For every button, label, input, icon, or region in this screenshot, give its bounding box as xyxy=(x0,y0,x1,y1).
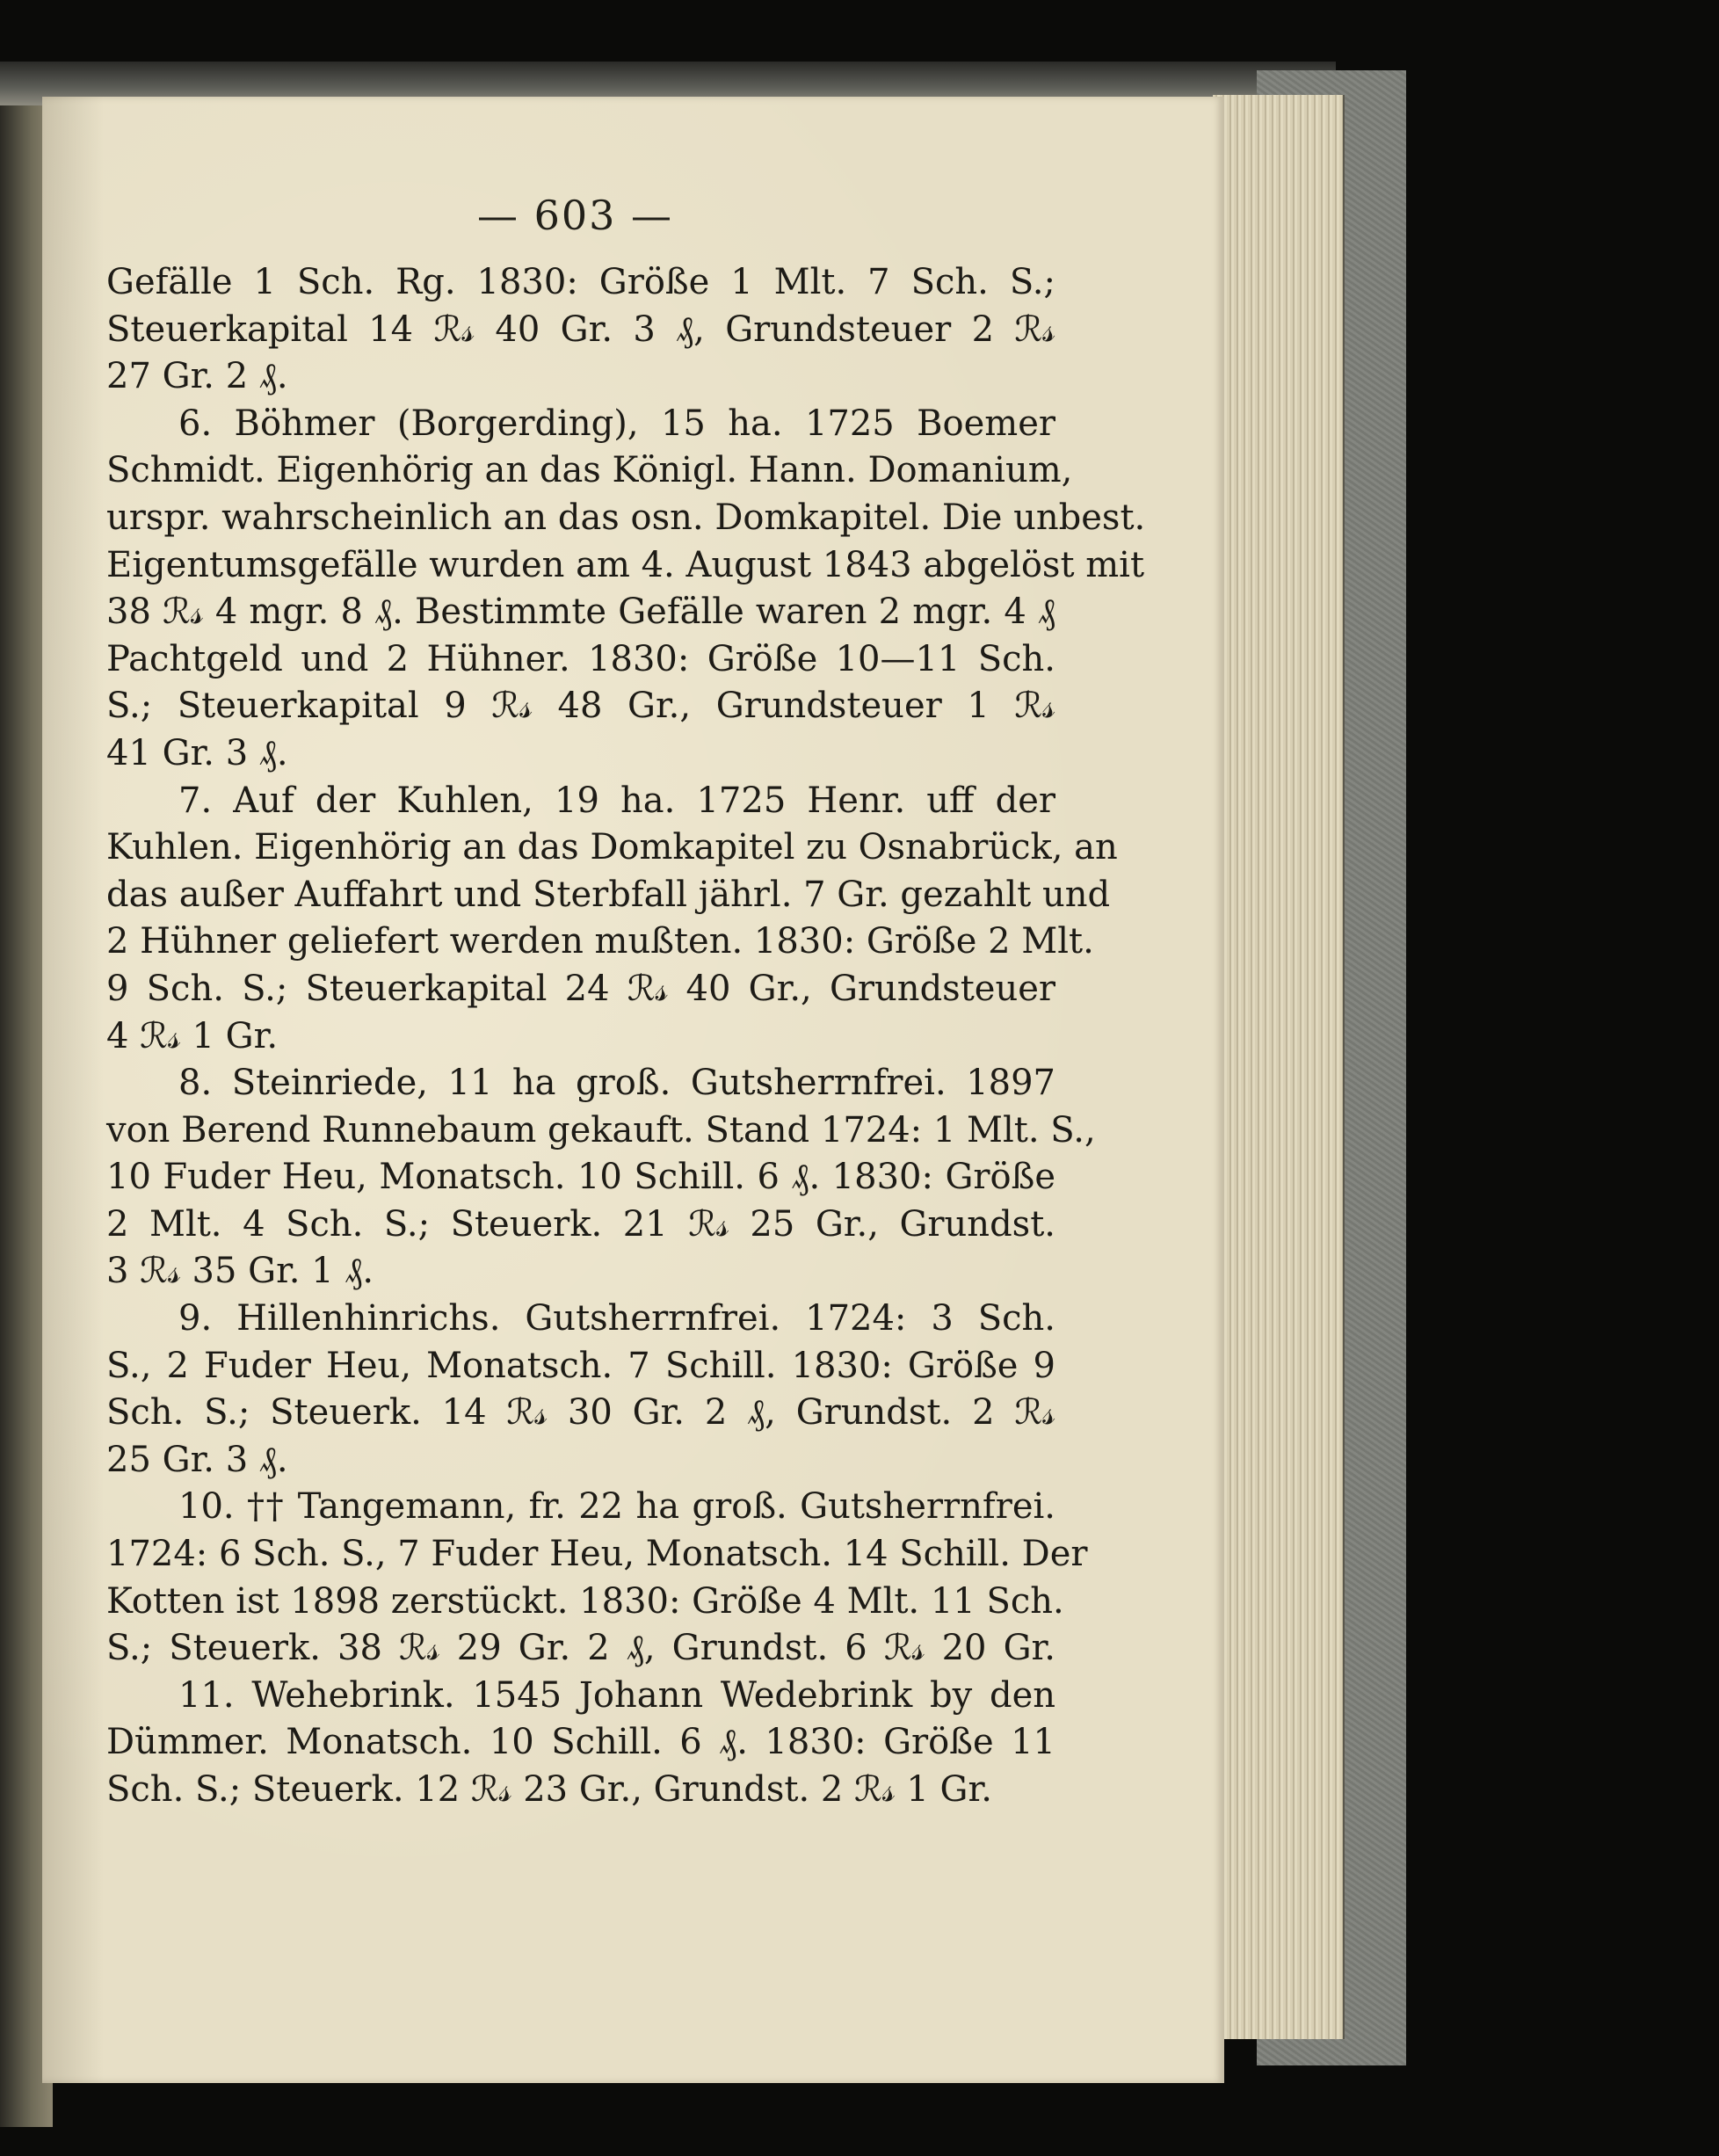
text-line: urspr. wahrscheinlich an das osn. Domkapitel. Die unbest. xyxy=(106,497,1146,538)
text-line: 10 Fuder Heu, Monatsch. 10 Schill. 6 ₰. 1830: Größe xyxy=(106,1157,1055,1198)
text-line: 38 ℛ𝓈 4 mgr. 8 ₰. Bestimmte Gefälle waren 2 mgr. 4 ₰ xyxy=(106,592,1055,633)
text-line: S., 2 Fuder Heu, Monatsch. 7 Schill. 1830: Größe 9 xyxy=(106,1345,1055,1386)
text-line: Sch. S.; Steuerk. 12 ℛ𝓈 23 Gr., Grundst. 2 ℛ𝓈 1 Gr. xyxy=(106,1769,992,1810)
text-line: Schmidt. Eigenhörig an das Königl. Hann. Domanium, xyxy=(106,450,1073,491)
text-line: das außer Auffahrt und Sterbfall jährl. 7 Gr. gezahlt und xyxy=(106,874,1111,915)
text-line: 9. Hillenhinrichs. Gutsherrnfrei. 1724: 3 Sch. xyxy=(178,1298,1055,1339)
text-line: Dümmer. Monatsch. 10 Schill. 6 ₰. 1830: Größe 11 xyxy=(106,1722,1055,1763)
page-number: — 603 — xyxy=(476,192,674,239)
text-line: Sch. S.; Steuerk. 14 ℛ𝓈 30 Gr. 2 ₰, Grundst. 2 ℛ𝓈 xyxy=(106,1392,1055,1434)
text-line: Kotten ist 1898 zerstückt. 1830: Größe 4 Mlt. 11 Sch. xyxy=(106,1580,1064,1622)
text-line: 3 ℛ𝓈 35 Gr. 1 ₰. xyxy=(106,1251,374,1292)
text-line: Eigentumsgefälle wurden am 4. August 1843 abgelöst mit xyxy=(106,544,1145,585)
text-line: von Berend Runnebaum gekauft. Stand 1724: 1 Mlt. S., xyxy=(106,1109,1096,1151)
text-line: S.; Steuerkapital 9 ℛ𝓈 48 Gr., Grundsteuer 1 ℛ𝓈 xyxy=(106,686,1055,727)
text-line: Pachtgeld und 2 Hühner. 1830: Größe 10—11 Sch. xyxy=(106,638,1055,679)
text-line: 41 Gr. 3 ₰. xyxy=(106,732,288,773)
text-line: 7. Auf der Kuhlen, 19 ha. 1725 Henr. uff der xyxy=(178,780,1055,821)
text-line: 1724: 6 Sch. S., 7 Fuder Heu, Monatsch. 14 Schill. Der xyxy=(106,1534,1088,1575)
text-line: 6. Böhmer (Borgerding), 15 ha. 1725 Boemer xyxy=(178,403,1055,444)
text-line: 8. Steinriede, 11 ha groß. Gutsherrnfrei. 1897 xyxy=(178,1063,1055,1104)
text-line: 25 Gr. 3 ₰. xyxy=(106,1439,288,1480)
book-page xyxy=(42,97,1224,2083)
text-line: S.; Steuerk. 38 ℛ𝓈 29 Gr. 2 ₰, Grundst. 6 ℛ𝓈 20 Gr. xyxy=(106,1628,1055,1669)
page-text xyxy=(106,259,1146,1814)
text-line: 11. Wehebrink. 1545 Johann Wedebrink by den xyxy=(178,1674,1055,1716)
text-line: 2 Mlt. 4 Sch. S.; Steuerk. 21 ℛ𝓈 25 Gr., Grundst. xyxy=(106,1203,1055,1245)
text-line: 10. †† Tangemann, fr. 22 ha groß. Gutsherrnfrei. xyxy=(178,1486,1055,1528)
text-line: Gefälle 1 Sch. Rg. 1830: Größe 1 Mlt. 7 Sch. S.; xyxy=(106,262,1055,302)
text-line: Kuhlen. Eigenhörig an das Domkapitel zu Osnabrück, an xyxy=(106,827,1118,868)
text-line: 27 Gr. 2 ₰. xyxy=(106,356,288,397)
page-edges-stack xyxy=(1213,95,1345,2039)
text-line: Steuerkapital 14 ℛ𝓈 40 Gr. 3 ₰, Grundsteuer 2 ℛ𝓈 xyxy=(106,309,1055,350)
text-line: 2 Hühner geliefert werden mußten. 1830: Größe 2 Mlt. xyxy=(106,921,1094,962)
text-line: 4 ℛ𝓈 1 Gr. xyxy=(106,1015,279,1056)
text-line: 9 Sch. S.; Steuerkapital 24 ℛ𝓈 40 Gr., Grundsteuer xyxy=(106,968,1055,1009)
